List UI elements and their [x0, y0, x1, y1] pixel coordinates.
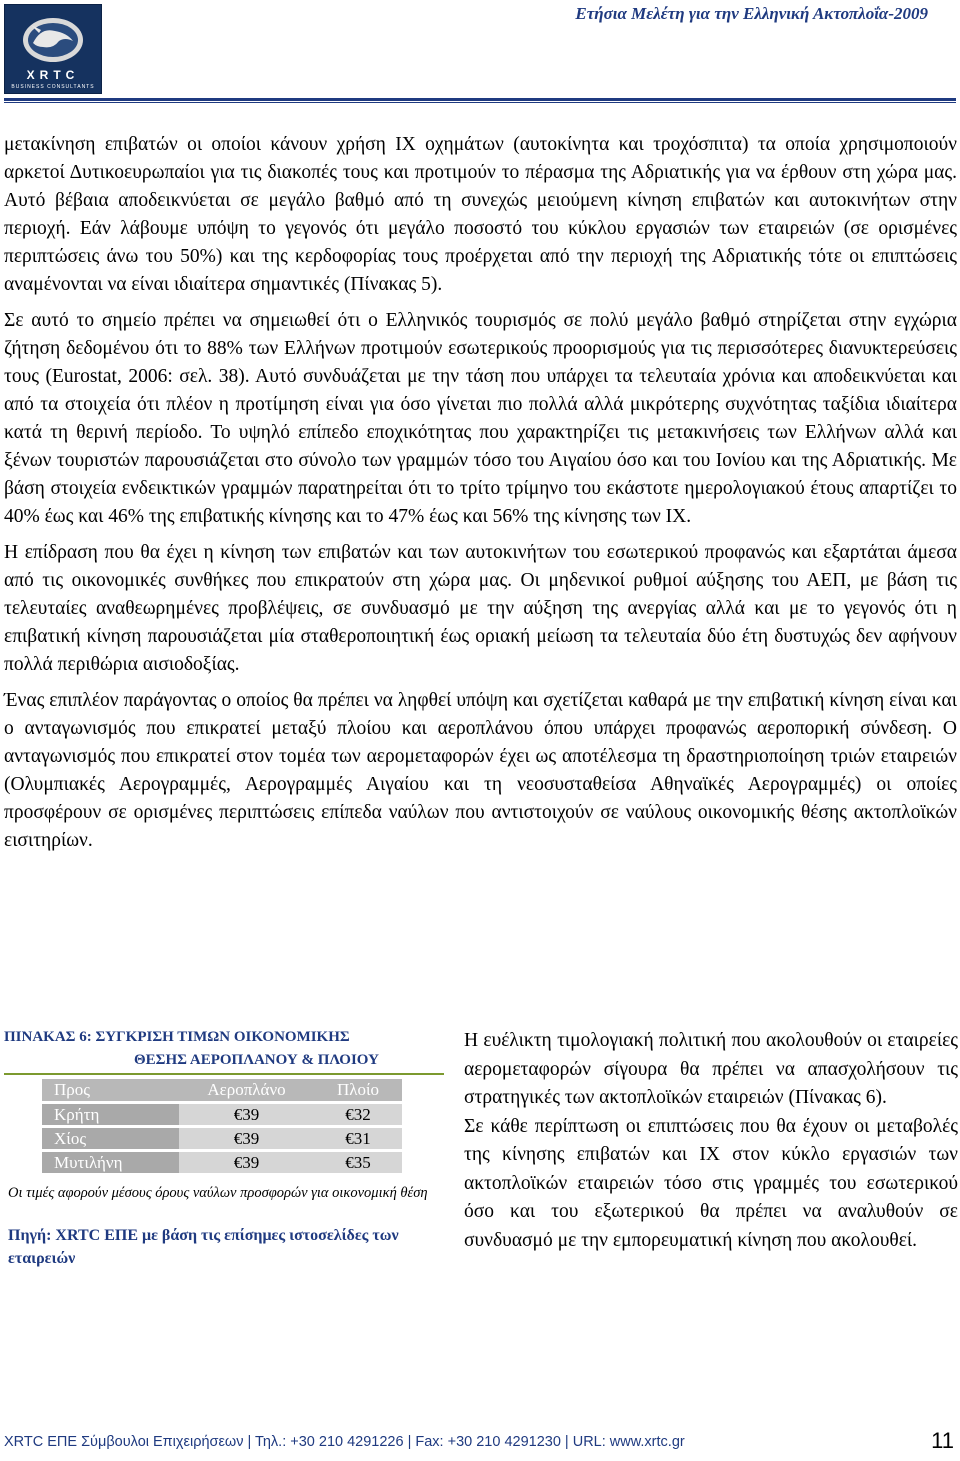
caption-rule	[4, 1073, 444, 1075]
price-comparison-block	[4, 1026, 444, 1267]
document-title: Ετήσια Μελέτη για την Ελληνική Ακτοπλοΐα-2009	[575, 4, 928, 23]
paragraph: Σε κάθε περίπτωση οι επιπτώσεις που θα έχουν οι μεταβολές της κίνησης επιβατών και ΙΧ στον κύκλο εργασιών των ακτοπλοϊκών εταιρειών τόσο στις γραμμές του εσωτερικού όσο και του εξωτερικού θα πρέπει να αναλυθούν σε συνδυασμό με την εμπορευματική κίνηση που ακολουθεί.	[464, 1115, 958, 1251]
column-header-destination: Προς	[42, 1079, 179, 1101]
table-note: Οι τιμές αφορούν μέσους όρους ναύλων προσφορών για οικονομική θέση	[8, 1185, 428, 1201]
table-row	[42, 1128, 402, 1149]
table-source: Πηγή: XRTC ΕΠΕ με βάση τις επίσημες ιστοσελίδες των εταιρειών	[8, 1227, 399, 1267]
page-number: 11	[931, 1428, 954, 1453]
paragraph: Σε αυτό το σημείο πρέπει να σημειωθεί ότι ο Ελληνικός τουρισμός σε πολύ μεγάλο βαθμό στηρίζεται στην εγχώρια ζήτηση δεδομένου ότι το 88% των Ελλήνων προτιμούν εσωτερικούς προορισμούς για τις περισσότερες διανυκτερεύσεις τους (Eurostat, 2006: σελ. 38). Αυτό συνδυάζεται με την τάση που υπάρχει τα τελευταία χρόνια και αποδεικνύεται και από τα στοιχεία ότι πλέον η προτίμηση είναι για όσο γίνεται πιο πολλά αλλά μικρότερης συχνότητας ταξίδια ιδιαίτερα κατά τη θερινή περίοδο. Το υψηλό επίπεδο εποχικότητας που χαρακτηρίζει τις μετακινήσεις των Ελλήνων αλλά και ξένων τουριστών παρουσιάζεται στο σύνολο των γραμμών τόσο του Αιγαίου όσο και του Ιονίου και της Αδριατικής. Με βάση στοιχεία ενδεικτικών γραμμών παρατηρείται ότι το τρίτο τρίμηνο του εκάστοτε ημερολογιακού έτους απαρτίζει το 40% έως και 46% της επιβατικής κίνησης και το 47% έως και 56% της κίνησης των ΙΧ.	[4, 310, 957, 527]
bull-emblem-icon	[19, 13, 87, 65]
main-body	[4, 131, 957, 863]
ship-price-cell: €32	[314, 1104, 402, 1125]
table-caption: ΠΙΝΑΚΑΣ 6: ΣΥΓΚΡΙΣΗ ΤΙΜΩΝ ΟΙΚΟΝΟΜΙΚΗΣ	[4, 1029, 350, 1045]
column-header-ship: Πλοίο	[314, 1079, 402, 1101]
ship-price-cell: €35	[314, 1152, 402, 1173]
header-divider	[4, 98, 956, 101]
table-row	[42, 1104, 402, 1125]
ship-price-cell: €31	[314, 1128, 402, 1149]
destination-cell: Μυτιλήνη	[42, 1152, 179, 1173]
table-row	[42, 1152, 402, 1173]
price-comparison-table	[42, 1076, 402, 1176]
paragraph: Ένας επιπλέον παράγοντας ο οποίος θα πρέπει να ληφθεί υπόψη και σχετίζεται καθαρά με την επιβατική κίνηση είναι και ο ανταγωνισμός που επικρατεί μεταξύ πλοίου και αεροπλάνου όπου υπάρχει προφανώς αεροπορική σύνδεση. Ο ανταγωνισμός που επικρατεί στον τομέα των αερομεταφορών έχει ως αποτέλεσμα τη δραστηριοποίηση τριών εταιρειών (Ολυμπιακές Αερογραμμές, Αερογραμμές Αιγαίου και τη νεοσυσταθείσα Αθηναϊκές Αερογραμμές) οι οποίες προσφέρουν σε ορισμένες περιπτώσεις επίπεδα ναύλων που αντιστοιχούν σε ναύλους οικονομικής θέσης ακτοπλοϊκών εισιτηρίων.	[4, 690, 957, 851]
paragraph: μετακίνηση επιβατών οι οποίοι κάνουν χρήση ΙΧ οχημάτων (αυτοκίνητα και τροχόσπιτα) τα οποία χρησιμοποιούν αρκετοί Δυτικοευρωπαίοι για τις διακοπές τους και προτιμούν το πέρασμα της Αδριατικής για να έρθουν στη χώρα μας. Αυτό βέβαια αποδεικνύεται σε μεγάλο βαθμό από τη συνεχώς μειούμενη κίνηση επιβατών και αυτοκινήτων στην περιοχή. Εάν λάβουμε υπόψη το γεγονός ότι μεγάλο ποσοστό του κύκλου εργασιών των εταιρειών (σε ορισμένες περιπτώσεις άνω του 50%) και της κερδοφορίας τους προέρχεται από την περιοχή της Αδριατικής τότε οι επιπτώσεις αναμένονται να είναι ιδιαίτερα σημαντικές (Πίνακας 5).	[4, 134, 957, 295]
column-header-plane: Αεροπλάνο	[179, 1079, 314, 1101]
logo-subtext: BUSINESS CONSULTANTS	[11, 84, 95, 90]
logo-text: XRTC	[26, 68, 80, 82]
paragraph: Η επίδραση που θα έχει η κίνηση των επιβατών και των αυτοκινήτων του εσωτερικού προφανώς και εξαρτάται άμεσα από τις οικονομικές συνθήκες που επικρατούν στη χώρα μας. Οι μηδενικοί ρυθμοί αύξησης του ΑΕΠ, με βάση τις τελευταίες αναθεωρημένες προβλέψεις, σε συνδυασμό με την αύξηση της ανεργίας αλλά και με το γεγονός ότι η επιβατική κίνηση παρουσιάζεται μία σταθεροποιητική έως οριακή μείωση τα τελευταία δύο έτη δυστυχώς δεν αφήνουν πολλά περιθώρια αισιοδοξίας.	[4, 542, 957, 675]
footer-contact: XRTC ΕΠΕ Σύμβουλοι Επιχειρήσεων | Τηλ.: +30 210 4291226 | Fax: +30 210 4291230 | URL: www.xrtc.gr	[4, 1434, 685, 1450]
paragraph: Η ευέλικτη τιμολογιακή πολιτική που ακολουθούν οι εταιρείες αερομεταφορών σίγουρα θα πρέπει να απασχολήσουν τις στρατηγικές των ακτοπλοϊκών εταιρειών (Πίνακας 6).	[464, 1030, 958, 1108]
destination-cell: Κρήτη	[42, 1104, 179, 1125]
plane-price-cell: €39	[179, 1128, 314, 1149]
destination-cell: Χίος	[42, 1128, 179, 1149]
plane-price-cell: €39	[179, 1152, 314, 1173]
side-column	[464, 1027, 958, 1255]
plane-price-cell: €39	[179, 1104, 314, 1125]
table-caption-line2: ΘΕΣΗΣ ΑΕΡΟΠΛΑΝΟΥ & ΠΛΟΙΟΥ	[134, 1052, 379, 1068]
company-logo	[4, 4, 102, 94]
table-header-row	[42, 1079, 402, 1101]
header-divider-thin	[4, 102, 956, 103]
